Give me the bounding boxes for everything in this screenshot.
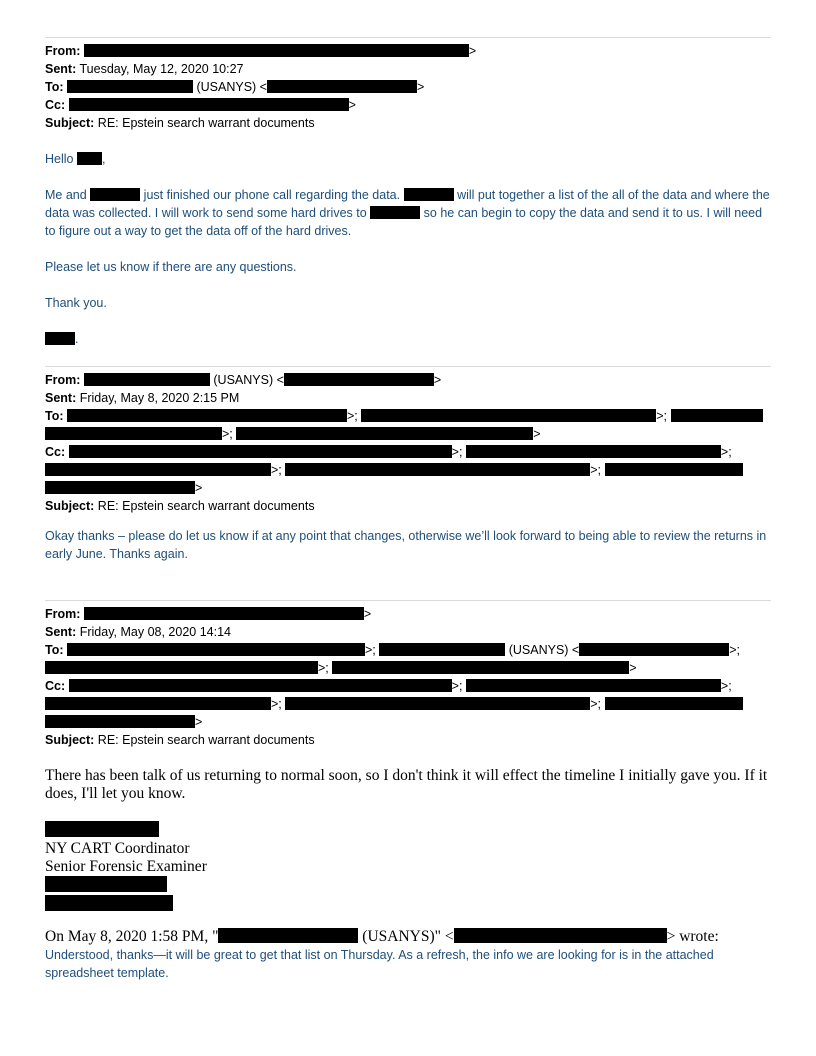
redaction [379, 643, 505, 656]
redaction [67, 80, 193, 93]
redaction [370, 206, 420, 219]
redaction [84, 44, 469, 57]
redaction [605, 463, 743, 476]
header-sent: Sent: Friday, May 08, 2020 14:14 [45, 625, 231, 639]
quoted-message-body: Understood, thanks—it will be great to get that list on Thursday. As a refresh, the info we are looking for is in the attached spreadsheet template. [45, 948, 714, 980]
header-to: To: >; (USANYS) < >; [45, 643, 741, 657]
header-subject: Subject: RE: Epstein search warrant documents [45, 499, 315, 513]
header-cc-continued: > [45, 713, 771, 731]
redaction [69, 679, 452, 692]
redaction [285, 697, 590, 710]
signature-block [45, 821, 771, 914]
message-separator [45, 600, 771, 601]
message-separator [45, 366, 771, 367]
redaction [45, 697, 271, 710]
redaction [284, 373, 434, 386]
header-to: To: >; >; [45, 407, 771, 425]
redaction [84, 607, 364, 620]
signature: . [45, 330, 771, 348]
redaction [67, 409, 347, 422]
header-from: From: > [45, 607, 372, 621]
header-cc-continued: > [45, 479, 771, 497]
message-body: Please let us know if there are any questions. [45, 260, 297, 274]
redaction [285, 463, 590, 476]
redaction [605, 697, 743, 710]
header-sent: Sent: Friday, May 8, 2020 2:15 PM [45, 391, 240, 405]
redaction [466, 445, 721, 458]
header-from: From: (USANYS) < > [45, 373, 442, 387]
redaction [77, 152, 102, 165]
redaction [67, 643, 365, 656]
redaction [45, 332, 75, 345]
message-body: Me and just finished our phone call regarding the data. will put together a list of the all of the data and where the data was collected. I will work to send some hard drives to so he can begin to copy the data and send it to us. I will need to figure out a way to get the data off of the hard drives. [45, 188, 770, 238]
header-to-continued: >; > [45, 659, 771, 677]
redaction [45, 463, 271, 476]
redaction [45, 895, 173, 911]
redaction [236, 427, 533, 440]
redaction [45, 821, 159, 837]
redaction [69, 98, 349, 111]
redaction [671, 409, 763, 422]
redaction [84, 373, 210, 386]
redaction [454, 928, 667, 943]
redaction [90, 188, 140, 201]
header-cc-continued: >; >; [45, 461, 771, 479]
header-subject: Subject: RE: Epstein search warrant documents [45, 733, 315, 747]
header-cc-continued: >; >; [45, 695, 771, 713]
redaction [69, 445, 452, 458]
message-body: There has been talk of us returning to normal soon, so I don't think it will effect the timeline I initially gave you. If it does, I'll let you know. [45, 767, 768, 802]
header-to-continued: >; > [45, 425, 771, 443]
redaction [267, 80, 417, 93]
header-cc: Cc: >; >; [45, 679, 732, 693]
email-document [45, 37, 771, 982]
header-cc: Cc: >; >; [45, 445, 732, 459]
header-subject: Subject: RE: Epstein search warrant documents [45, 116, 315, 130]
signature-title: NY CART Coordinator [45, 840, 190, 857]
redaction [45, 661, 318, 674]
signature-title: Senior Forensic Examiner [45, 858, 207, 875]
message-separator [45, 37, 771, 38]
header-to: To: (USANYS) < > [45, 80, 425, 94]
header-sent: Sent: Tuesday, May 12, 2020 10:27 [45, 62, 244, 76]
quote-attribution: On May 8, 2020 1:58 PM, " (USANYS)" < > wrote: [45, 928, 719, 945]
redaction [45, 715, 195, 728]
redaction [466, 679, 721, 692]
message-body: Okay thanks – please do let us know if at any point that changes, otherwise we’ll look forward to being able to review the returns in early June. Thanks again. [45, 529, 767, 561]
closing: Thank you. [45, 296, 107, 310]
redaction [45, 481, 195, 494]
redaction [404, 188, 454, 201]
greeting: Hello , [45, 152, 106, 166]
header-from: From: > [45, 44, 477, 58]
redaction [218, 928, 358, 943]
redaction [45, 427, 222, 440]
redaction [579, 643, 729, 656]
redaction [332, 661, 629, 674]
header-cc: Cc: > [45, 98, 356, 112]
redaction [45, 876, 167, 892]
redaction [361, 409, 656, 422]
